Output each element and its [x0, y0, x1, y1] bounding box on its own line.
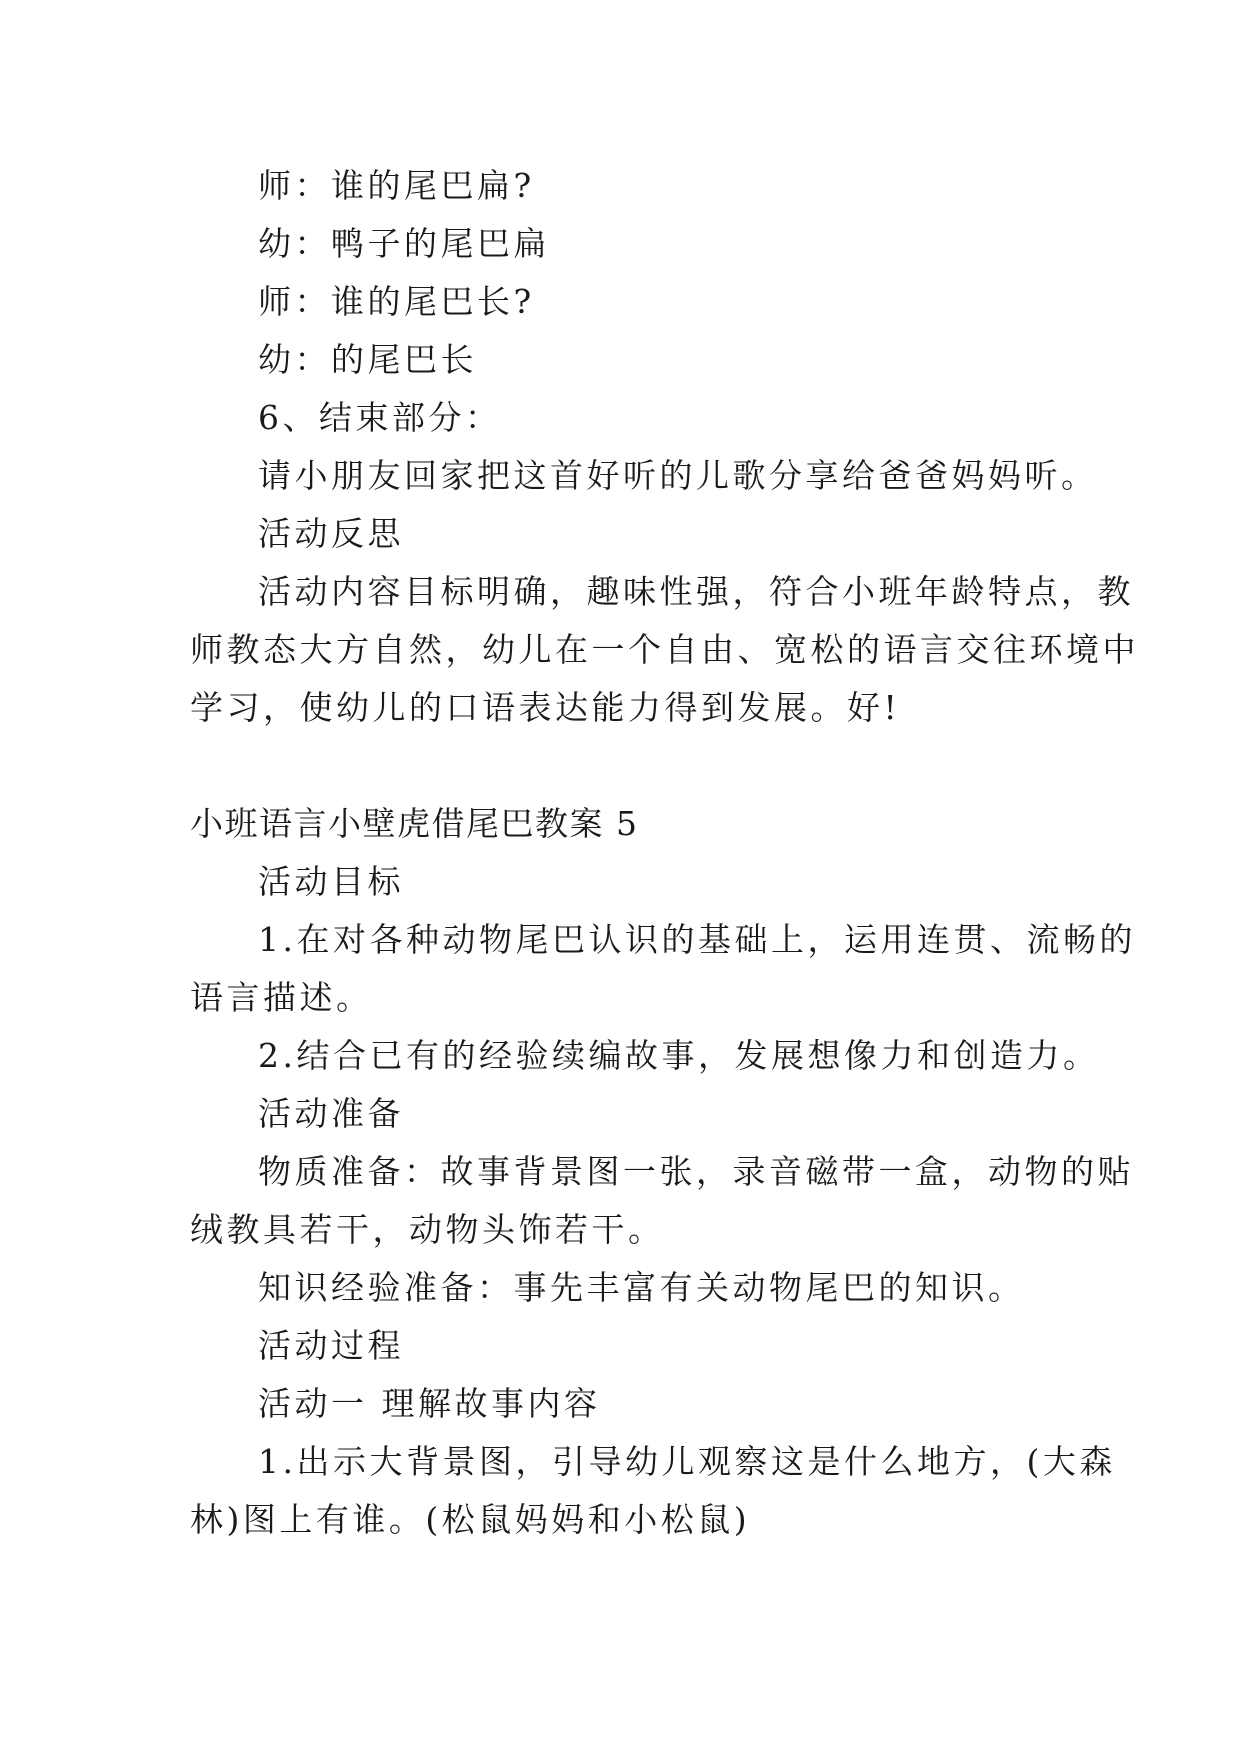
step-heading: 6、结束部分：: [258, 398, 502, 437]
paragraph-line: 1.在对各种动物尾巴认识的基础上，运用连贯、流畅的: [258, 920, 1136, 959]
paragraph-line: 活动内容目标明确，趣味性强，符合小班年龄特点，教: [258, 572, 1134, 611]
section-heading: 活动准备: [258, 1094, 404, 1133]
subsection-heading: 活动一 理解故事内容: [258, 1384, 601, 1423]
paragraph-line: 师教态大方自然，幼儿在一个自由、宽松的语言交往环境中: [190, 630, 1139, 669]
paragraph-line: 林)图上有谁。(松鼠妈妈和小松鼠): [190, 1500, 751, 1539]
dialogue-line: 幼：的尾巴长: [258, 340, 477, 379]
paragraph-line: 知识经验准备：事先丰富有关动物尾巴的知识。: [258, 1268, 1025, 1307]
dialogue-line: 幼：鸭子的尾巴扁: [258, 224, 550, 263]
paragraph-line: 1.出示大背景图，引导幼儿观察这是什么地方，(大森: [258, 1442, 1116, 1481]
paragraph-line: 语言描述。: [190, 978, 373, 1017]
paragraph-line: 学习，使幼儿的口语表达能力得到发展。好!: [190, 688, 901, 727]
paragraph-line: 物质准备：故事背景图一张，录音磁带一盒，动物的贴: [258, 1152, 1134, 1191]
paragraph-line: 2.结合已有的经验续编故事，发展想像力和创造力。: [258, 1036, 1100, 1075]
paragraph-line: 绒教具若干，动物头饰若干。: [190, 1210, 665, 1249]
paragraph-line: 请小朋友回家把这首好听的儿歌分享给爸爸妈妈听。: [258, 456, 1098, 495]
section-heading: 活动过程: [258, 1326, 404, 1365]
section-heading: 活动反思: [258, 514, 404, 553]
section-heading: 活动目标: [258, 862, 404, 901]
dialogue-line: 师：谁的尾巴扁?: [258, 166, 535, 205]
document-title: 小班语言小壁虎借尾巴教案 5: [190, 804, 639, 843]
dialogue-line: 师：谁的尾巴长?: [258, 282, 535, 321]
